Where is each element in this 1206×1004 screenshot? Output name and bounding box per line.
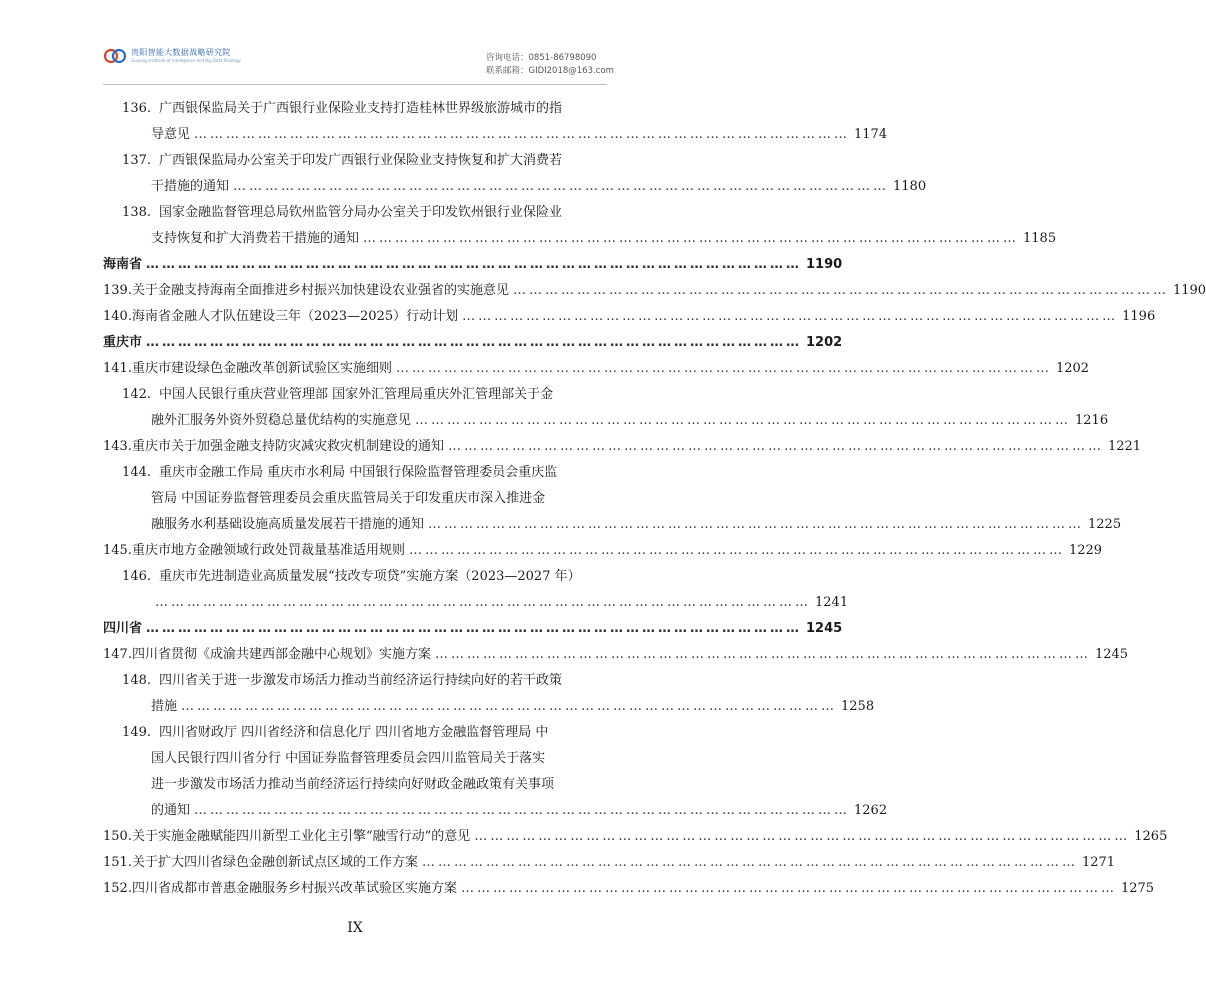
page-number: 1221: [1107, 439, 1142, 454]
toc-entry-144-cont2[interactable]: 融服务水利基础设施高质量发展若干措施的通知 …………………………………………………………………………………………………………… 1225: [103, 512, 607, 538]
leader-dots: ……………………………………………………………………………………………………………: [462, 309, 1119, 324]
leader-dots: ……………………………………………………………………………………………………………: [421, 855, 1078, 870]
toc-entry-140[interactable]: 140. 海南省金融人才队伍建设三年（2023—2025）行动计划 …………………………………………………………………………………………………………… 1196: [103, 304, 607, 330]
toc-entry-138-cont[interactable]: 支持恢复和扩大消费若干措施的通知 …………………………………………………………………………………………………………… 1185: [103, 226, 607, 252]
toc-entry-150[interactable]: 150. 关于实施金融赋能四川新型工业化主引擎“融雪行动”的意见 …………………………………………………………………………………………………………… 1265: [103, 824, 607, 850]
leader-dots: ……………………………………………………………………………………………………………: [363, 231, 1020, 246]
toc-entry-141[interactable]: 141. 重庆市建设绿色金融改革创新试验区实施细则 …………………………………………………………………………………………………………… 1202: [103, 356, 607, 382]
page-number: 1216: [1075, 413, 1109, 428]
page-footer-number: IX: [347, 920, 363, 936]
toc-entry-144-cont[interactable]: 管局 中国证券监督管理委员会重庆监管局关于印发重庆市深入推进金: [151, 491, 546, 506]
toc-entry-149-cont3[interactable]: 的通知 …………………………………………………………………………………………………………… 1262: [103, 798, 607, 824]
toc-entry-138[interactable]: 138. 国家金融监督管理总局钦州监管分局办公室关于印发钦州银行业保险业: [122, 205, 563, 220]
leader-dots: ……………………………………………………………………………………………………………: [434, 647, 1091, 662]
leader-dots: ……………………………………………………………………………………………………………: [428, 517, 1085, 532]
institute-logo: [103, 48, 241, 64]
contact-email: 联系邮箱：GIDI2018@163.com: [486, 66, 614, 76]
toc-entry-136[interactable]: 136. 广西银保监局关于广西银行业保险业支持打造桂林世界级旅游城市的指: [122, 101, 563, 116]
toc-entry-142-cont[interactable]: 融外汇服务外资外贸稳总量优结构的实施意见 …………………………………………………………………………………………………………… 1216: [103, 408, 607, 434]
logo-subtitle: Guiyang Institute of Intelligence and Big Data Strategy: [131, 58, 241, 63]
contact-info: [486, 52, 614, 78]
page-number: 1275: [1120, 881, 1155, 896]
page-number: 1202: [1055, 361, 1090, 376]
leader-dots: ……………………………………………………………………………………………………………: [146, 335, 803, 350]
page-number: 1196: [1122, 309, 1156, 324]
toc-entry-146[interactable]: 146. 重庆市先进制造业高质量发展“技改专项贷”实施方案（2023—2027 年）: [122, 569, 581, 584]
leader-dots: ……………………………………………………………………………………………………………: [146, 621, 803, 636]
page-number: 1225: [1088, 517, 1122, 532]
toc-section-hainan[interactable]: 海南省 …………………………………………………………………………………………………………… 1190: [103, 252, 607, 278]
leader-dots: ……………………………………………………………………………………………………………: [395, 361, 1052, 376]
leader-dots: ……………………………………………………………………………………………………………: [194, 127, 851, 142]
logo-rings-icon: [103, 48, 127, 64]
page-number: 1190: [1172, 283, 1206, 298]
toc-entry-136-cont[interactable]: 导意见 …………………………………………………………………………………………………………… 1174: [103, 122, 607, 148]
leader-dots: ……………………………………………………………………………………………………………: [474, 829, 1131, 844]
leader-dots: ……………………………………………………………………………………………………………: [146, 257, 803, 272]
page-number: 1271: [1081, 855, 1116, 870]
leader-dots: ……………………………………………………………………………………………………………: [460, 881, 1117, 896]
contact-phone: 咨询电话：0851-86798090: [486, 53, 597, 63]
page-number: 1262: [854, 803, 888, 818]
page-number: 1265: [1134, 829, 1168, 844]
toc-entry-152[interactable]: 152. 四川省成都市普惠金融服务乡村振兴改革试验区实施方案 …………………………………………………………………………………………………………… 1275: [103, 876, 607, 902]
page-number: 1229: [1068, 543, 1103, 558]
leader-dots: ……………………………………………………………………………………………………………: [415, 413, 1072, 428]
toc-entry-145[interactable]: 145. 重庆市地方金融领域行政处罚裁量基准适用规则 …………………………………………………………………………………………………………… 1229: [103, 538, 607, 564]
page-number: 1202: [806, 335, 843, 350]
page-number: 1185: [1023, 231, 1057, 246]
toc-entry-144[interactable]: 144. 重庆市金融工作局 重庆市水利局 中国银行保险监督管理委员会重庆监: [122, 465, 558, 480]
toc-entry-148-cont[interactable]: 措施 …………………………………………………………………………………………………………… 1258: [103, 694, 607, 720]
toc-entry-137-cont[interactable]: 干措施的通知 …………………………………………………………………………………………………………… 1180: [103, 174, 607, 200]
table-of-contents: [103, 96, 1206, 902]
toc-section-chongqing[interactable]: 重庆市 …………………………………………………………………………………………………………… 1202: [103, 330, 607, 356]
toc-entry-148[interactable]: 148. 四川省关于进一步激发市场活力推动当前经济运行持续向好的若干政策: [122, 673, 563, 688]
page-number: 1245: [806, 621, 843, 636]
leader-dots: ……………………………………………………………………………………………………………: [181, 699, 838, 714]
header-divider: [103, 84, 607, 85]
toc-entry-149-cont[interactable]: 国人民银行四川省分行 中国证券监督管理委员会四川监管局关于落实: [151, 751, 546, 766]
leader-dots: ……………………………………………………………………………………………………………: [233, 179, 890, 194]
toc-entry-146-cont[interactable]: [103, 590, 849, 616]
toc-entry-149-cont2[interactable]: 进一步激发市场活力推动当前经济运行持续向好财政金融政策有关事项: [151, 777, 555, 792]
toc-entry-143[interactable]: 143. 重庆市关于加强金融支持防灾减灾救灾机制建设的通知 …………………………………………………………………………………………………………… 1221: [103, 434, 607, 460]
toc-section-sichuan[interactable]: 四川省 …………………………………………………………………………………………………………… 1245: [103, 616, 607, 642]
leader-dots: ……………………………………………………………………………………………………………: [447, 439, 1104, 454]
page-number: 1258: [841, 699, 875, 714]
toc-entry-142[interactable]: 142. 中国人民银行重庆营业管理部 国家外汇管理局重庆外汇管理部关于金: [122, 387, 554, 402]
toc-entry-151[interactable]: 151. 关于扩大四川省绿色金融创新试点区域的工作方案 …………………………………………………………………………………………………………… 1271: [103, 850, 607, 876]
leader-dots: ……………………………………………………………………………………………………………: [408, 543, 1065, 558]
toc-entry-147[interactable]: 147. 四川省贯彻《成渝共建西部金融中心规划》实施方案 …………………………………………………………………………………………………………… 1245: [103, 642, 607, 668]
toc-entry-137[interactable]: 137. 广西银保监局办公室关于印发广西银行业保险业支持恢复和扩大消费若: [122, 153, 563, 168]
page-number: 1245: [1094, 647, 1129, 662]
leader-dots: ……………………………………………………………………………………………………………: [194, 803, 851, 818]
page-number: 1190: [806, 257, 843, 272]
page-number: 1241: [815, 595, 849, 610]
page-header: [0, 0, 710, 90]
toc-entry-139[interactable]: 139. 关于金融支持海南全面推进乡村振兴加快建设农业强省的实施意见 …………………………………………………………………………………………………………… 1190: [103, 278, 607, 304]
page-number: 1174: [854, 127, 888, 142]
leader-dots: ……………………………………………………………………………………………………………: [155, 595, 811, 610]
leader-dots: ……………………………………………………………………………………………………………: [512, 283, 1169, 298]
page-number: 1180: [893, 179, 927, 194]
toc-entry-149[interactable]: 149. 四川省财政厅 四川省经济和信息化厅 四川省地方金融监督管理局 中: [122, 725, 549, 740]
logo-title: 贵阳智能大数据战略研究院: [131, 48, 231, 57]
